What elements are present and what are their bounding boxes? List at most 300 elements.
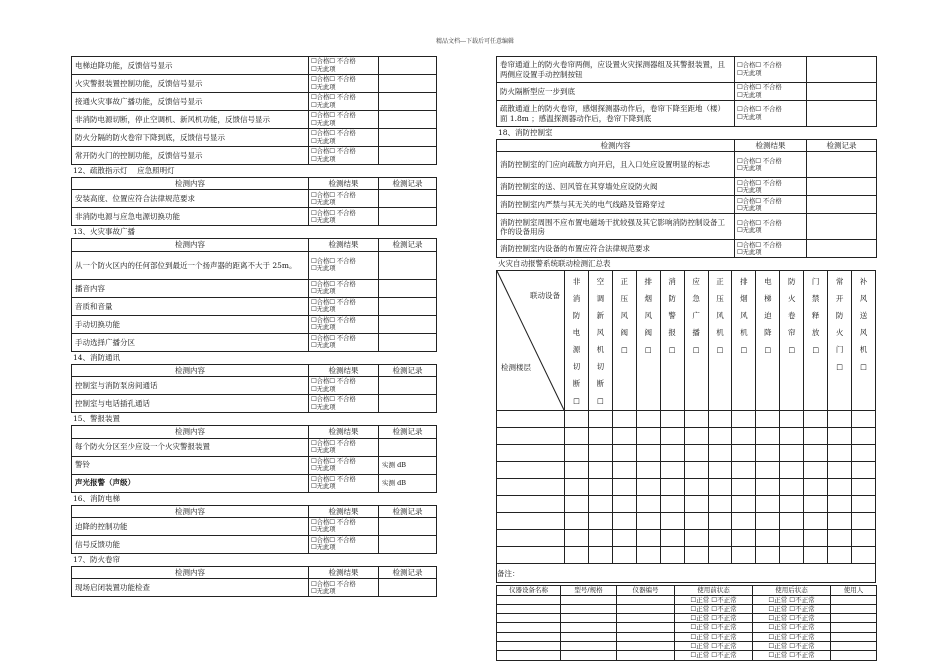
record-cell[interactable]: [807, 152, 877, 178]
remarks-label: 备注：: [497, 568, 520, 578]
linkage-cell[interactable]: [780, 479, 804, 496]
floor-label: 检测楼层: [501, 363, 531, 372]
result-options[interactable]: ☐合格☐ 不合格 ☐无此项: [735, 83, 807, 101]
linkage-cell[interactable]: [708, 411, 732, 428]
instrument-header: 使用后状态: [753, 586, 831, 595]
after-state[interactable]: ☐正常 ☐不正常: [753, 604, 831, 613]
linkage-cell[interactable]: [780, 547, 804, 564]
record-cell[interactable]: [379, 251, 437, 279]
column-checkbox[interactable]: ☐: [788, 346, 796, 356]
linkage-cell[interactable]: [660, 462, 684, 479]
linkage-col-12: [852, 271, 876, 411]
result-options[interactable]: ☐合格☐ 不合格 ☐无此项: [735, 57, 807, 83]
linkage-cell[interactable]: [732, 462, 756, 479]
linkage-cell[interactable]: [684, 513, 708, 530]
linkage-cell[interactable]: [732, 411, 756, 428]
check-item: 从一个防火区内的任何部位到最近一个扬声器的距离不大于 25m。: [72, 251, 309, 279]
result-options[interactable]: ☐合格☐ 不合格 ☐无此项: [309, 474, 379, 492]
user-cell[interactable]: [831, 623, 877, 632]
record-cell[interactable]: [379, 75, 437, 93]
result-options[interactable]: ☐合格☐ 不合格 ☐无此项: [309, 456, 379, 474]
linkage-cell[interactable]: [612, 411, 636, 428]
check-row: [72, 190, 437, 208]
linkage-cell[interactable]: [684, 530, 708, 547]
linkage-col-label: 排 烟 风 阀: [644, 277, 652, 338]
result-options[interactable]: ☐合格☐ 不合格 ☐无此项: [735, 101, 807, 127]
instrument-name-cell[interactable]: [497, 604, 561, 613]
column-checkbox[interactable]: ☐: [836, 363, 843, 373]
linkage-col-label: 排 烟 风 机: [740, 277, 748, 338]
linkage-cell[interactable]: [852, 496, 876, 513]
linkage-cell[interactable]: [565, 411, 589, 428]
linkage-cell[interactable]: [852, 411, 876, 428]
user-cell[interactable]: [831, 595, 877, 604]
before-state[interactable]: ☐正常 ☐不正常: [675, 632, 753, 641]
linkage-cell[interactable]: [565, 530, 589, 547]
instrument-name-cell[interactable]: [497, 632, 561, 641]
result-options[interactable]: ☐合格☐ 不合格 ☐无此项: [309, 147, 379, 165]
linkage-cell[interactable]: [684, 462, 708, 479]
linkage-col-5: [684, 271, 708, 411]
linkage-cell[interactable]: [684, 547, 708, 564]
linkage-cell[interactable]: [828, 428, 852, 445]
linkage-cell[interactable]: [684, 428, 708, 445]
record-cell[interactable]: [379, 333, 437, 351]
linkage-cell[interactable]: [636, 462, 660, 479]
record-cell[interactable]: [379, 395, 437, 413]
linkage-col-9: [780, 271, 804, 411]
linkage-cell[interactable]: [780, 411, 804, 428]
linkage-cell[interactable]: [852, 479, 876, 496]
linkage-cell[interactable]: [804, 530, 828, 547]
before-state[interactable]: ☐正常 ☐不正常: [675, 651, 753, 660]
linkage-row: [497, 411, 876, 428]
section-16-title: 16、消防电梯: [73, 493, 121, 503]
after-state[interactable]: ☐正常 ☐不正常: [753, 614, 831, 623]
linkage-cell[interactable]: [804, 428, 828, 445]
result-options[interactable]: ☐合格☐ 不合格 ☐无此项: [735, 178, 807, 196]
floor-cell[interactable]: [497, 513, 565, 530]
record-cell[interactable]: 实测 dB: [379, 456, 437, 474]
linkage-cell[interactable]: [756, 462, 780, 479]
result-options[interactable]: ☐合格☐ 不合格 ☐无此项: [309, 129, 379, 147]
serial-cell[interactable]: [617, 641, 675, 650]
linkage-cell[interactable]: [588, 411, 612, 428]
result-options[interactable]: ☐合格☐ 不合格 ☐无此项: [309, 438, 379, 456]
model-cell[interactable]: [561, 641, 617, 650]
linkage-cell[interactable]: [732, 547, 756, 564]
linkage-cell[interactable]: [780, 462, 804, 479]
model-cell[interactable]: [561, 632, 617, 641]
linkage-cell[interactable]: [660, 479, 684, 496]
left-page: [71, 56, 436, 597]
model-cell[interactable]: [561, 651, 617, 660]
linkage-cell[interactable]: [588, 428, 612, 445]
linkage-cell[interactable]: [588, 462, 612, 479]
header-result: 检测结果: [735, 140, 807, 152]
instrument-name-cell[interactable]: [497, 651, 561, 660]
record-cell[interactable]: [807, 101, 877, 127]
record-cell[interactable]: [807, 83, 877, 101]
after-state[interactable]: ☐正常 ☐不正常: [753, 641, 831, 650]
linkage-cell[interactable]: [588, 547, 612, 564]
linkage-cell[interactable]: [804, 411, 828, 428]
result-options[interactable]: ☐合格☐ 不合格 ☐无此项: [309, 395, 379, 413]
result-options[interactable]: ☐合格☐ 不合格 ☐无此项: [309, 315, 379, 333]
linkage-cell[interactable]: [708, 496, 732, 513]
column-checkbox[interactable]: ☐: [644, 346, 652, 356]
linkage-cell[interactable]: [828, 530, 852, 547]
instrument-name-cell[interactable]: [497, 623, 561, 632]
linkage-cell[interactable]: [660, 411, 684, 428]
instrument-name-cell[interactable]: [497, 641, 561, 650]
comm-table: [71, 364, 437, 413]
linkage-cell[interactable]: [660, 530, 684, 547]
linkage-cell[interactable]: [828, 479, 852, 496]
linkage-cell[interactable]: [565, 479, 589, 496]
column-checkbox[interactable]: ☐: [716, 346, 724, 356]
record-cell[interactable]: [379, 579, 437, 597]
floor-cell[interactable]: [497, 462, 565, 479]
linkage-cell[interactable]: [852, 513, 876, 530]
record-cell[interactable]: 实测 dB: [379, 474, 437, 492]
linkage-cell[interactable]: [636, 530, 660, 547]
shutter-cont-table: [496, 56, 877, 127]
linkage-cell[interactable]: [780, 445, 804, 462]
header-note: 精品文档---下载后可任意编辑: [435, 38, 515, 45]
linkage-cell[interactable]: [732, 496, 756, 513]
linkage-cell[interactable]: [612, 513, 636, 530]
check-row: [72, 111, 437, 129]
record-cell[interactable]: [807, 240, 877, 258]
linkage-cell[interactable]: [756, 547, 780, 564]
floor-cell[interactable]: [497, 411, 565, 428]
linkage-cell[interactable]: [732, 530, 756, 547]
column-checkbox[interactable]: ☐: [692, 346, 700, 356]
linkage-cell[interactable]: [565, 547, 589, 564]
model-cell[interactable]: [561, 623, 617, 632]
record-cell[interactable]: [379, 147, 437, 165]
linkage-cell[interactable]: [565, 496, 589, 513]
floor-cell[interactable]: [497, 479, 565, 496]
instrument-header: 仪器设备名称: [497, 586, 561, 595]
after-state[interactable]: ☐正常 ☐不正常: [753, 651, 831, 660]
linkage-cell[interactable]: [732, 445, 756, 462]
linkage-cell[interactable]: [780, 513, 804, 530]
control-room-table: [496, 139, 877, 258]
user-cell[interactable]: [831, 614, 877, 623]
check-item: 消防控制室内设备的布置应符合法律规范要求: [497, 240, 735, 258]
record-cell[interactable]: [379, 377, 437, 395]
record-cell[interactable]: [379, 129, 437, 147]
column-checkbox[interactable]: ☐: [597, 397, 604, 407]
linkage-cell[interactable]: [828, 462, 852, 479]
user-cell[interactable]: [831, 604, 877, 613]
linkage-cell[interactable]: [852, 462, 876, 479]
linkage-col-2: [612, 271, 636, 411]
record-cell[interactable]: [379, 279, 437, 297]
linkage-cell[interactable]: [780, 496, 804, 513]
linkage-cell[interactable]: [612, 547, 636, 564]
linkage-cell[interactable]: [804, 496, 828, 513]
linkage-cell[interactable]: [828, 496, 852, 513]
serial-cell[interactable]: [617, 623, 675, 632]
linkage-col-4: [660, 271, 684, 411]
record-cell[interactable]: [379, 438, 437, 456]
elevator-table: [71, 505, 437, 554]
instrument-table: [496, 585, 877, 660]
linkage-cell[interactable]: [588, 445, 612, 462]
diagonal-header: [497, 271, 565, 411]
column-checkbox[interactable]: ☐: [668, 346, 676, 356]
result-options[interactable]: ☐合格☐ 不合格 ☐无此项: [735, 240, 807, 258]
result-options[interactable]: ☐合格☐ 不合格 ☐无此项: [309, 279, 379, 297]
header-content: 检测内容: [72, 364, 309, 376]
linkage-col-label: 门 禁 释 放: [811, 277, 820, 338]
model-cell[interactable]: [561, 614, 617, 623]
record-cell[interactable]: [807, 196, 877, 214]
result-options[interactable]: ☐合格☐ 不合格 ☐无此项: [309, 57, 379, 75]
result-options[interactable]: ☐合格☐ 不合格 ☐无此项: [309, 251, 379, 279]
instrument-name-cell[interactable]: [497, 595, 561, 604]
model-cell[interactable]: [561, 604, 617, 613]
linkage-cell[interactable]: [636, 428, 660, 445]
linkage-cell[interactable]: [852, 547, 876, 564]
floor-cell[interactable]: [497, 445, 565, 462]
floor-cell[interactable]: [497, 496, 565, 513]
column-checkbox[interactable]: ☐: [740, 346, 748, 356]
linkage-cell[interactable]: [684, 479, 708, 496]
result-options[interactable]: ☐合格☐ 不合格 ☐无此项: [309, 75, 379, 93]
linkage-cell[interactable]: [708, 445, 732, 462]
result-options[interactable]: ☐合格☐ 不合格 ☐无此项: [735, 214, 807, 240]
header-content: 检测内容: [72, 426, 309, 438]
linkage-cell[interactable]: [804, 547, 828, 564]
linkage-cell[interactable]: [732, 479, 756, 496]
instrument-header: 使用前状态: [675, 586, 753, 595]
linkage-cell[interactable]: [708, 462, 732, 479]
linkage-cell[interactable]: [708, 547, 732, 564]
linkage-cell[interactable]: [780, 428, 804, 445]
check-item: 迫降的控制功能: [72, 517, 309, 535]
header-content: 检测内容: [72, 239, 309, 251]
serial-cell[interactable]: [617, 614, 675, 623]
linkage-col-10: [804, 271, 828, 411]
linkage-cell[interactable]: [708, 513, 732, 530]
linkage-cell[interactable]: [804, 479, 828, 496]
linkage-cell[interactable]: [828, 445, 852, 462]
linkage-cell[interactable]: [732, 428, 756, 445]
linkage-cell[interactable]: [636, 496, 660, 513]
record-cell[interactable]: [379, 57, 437, 75]
serial-cell[interactable]: [617, 595, 675, 604]
linkage-cell[interactable]: [708, 479, 732, 496]
check-item: 音质和音量: [72, 297, 309, 315]
result-options[interactable]: ☐合格☐ 不合格 ☐无此项: [309, 535, 379, 553]
result-options[interactable]: ☐合格☐ 不合格 ☐无此项: [309, 333, 379, 351]
linkage-cell[interactable]: [852, 530, 876, 547]
floor-cell[interactable]: [497, 530, 565, 547]
before-state[interactable]: ☐正常 ☐不正常: [675, 623, 753, 632]
check-row: [497, 214, 877, 240]
check-row: [72, 251, 437, 279]
user-cell[interactable]: [831, 632, 877, 641]
floor-cell[interactable]: [497, 428, 565, 445]
linkage-cell[interactable]: [612, 479, 636, 496]
column-checkbox[interactable]: ☐: [620, 346, 628, 356]
linkage-cell[interactable]: [588, 513, 612, 530]
record-cell[interactable]: [379, 208, 437, 226]
linkage-cell[interactable]: [852, 445, 876, 462]
linkage-cell[interactable]: [756, 445, 780, 462]
after-state[interactable]: ☐正常 ☐不正常: [753, 632, 831, 641]
check-item: 电梯迫降功能，反馈信号显示: [72, 57, 309, 75]
check-row: [72, 535, 437, 553]
after-state[interactable]: ☐正常 ☐不正常: [753, 623, 831, 632]
check-row: [72, 93, 437, 111]
result-options[interactable]: ☐合格☐ 不合格 ☐无此项: [309, 208, 379, 226]
right-page: [496, 56, 876, 661]
linkage-cell[interactable]: [804, 462, 828, 479]
check-row: [72, 456, 437, 474]
linkage-row: [497, 547, 876, 564]
result-options[interactable]: ☐合格☐ 不合格 ☐无此项: [735, 152, 807, 178]
linkage-cell[interactable]: [565, 462, 589, 479]
linkage-cell[interactable]: [684, 445, 708, 462]
result-options[interactable]: ☐合格☐ 不合格 ☐无此项: [309, 517, 379, 535]
linkage-cell[interactable]: [565, 513, 589, 530]
header-record: 检测记录: [807, 140, 877, 152]
linkage-cell[interactable]: [565, 445, 589, 462]
linkage-cell[interactable]: [636, 445, 660, 462]
linkage-cell[interactable]: [684, 411, 708, 428]
linkage-cell[interactable]: [660, 496, 684, 513]
linkage-cell[interactable]: [756, 428, 780, 445]
linkage-cell[interactable]: [708, 530, 732, 547]
linkage-cell[interactable]: [828, 547, 852, 564]
linkage-cell[interactable]: [852, 428, 876, 445]
linkage-cell[interactable]: [636, 513, 660, 530]
check-item: 每个防火分区至少应设一个火灾警报装置: [72, 438, 309, 456]
check-row: [497, 101, 877, 127]
linkage-col-8: [756, 271, 780, 411]
remarks-cell[interactable]: [497, 564, 876, 583]
result-options[interactable]: ☐合格☐ 不合格 ☐无此项: [309, 111, 379, 129]
linkage-cell[interactable]: [660, 547, 684, 564]
linkage-cell[interactable]: [756, 530, 780, 547]
linkage-cell[interactable]: [708, 428, 732, 445]
before-state[interactable]: ☐正常 ☐不正常: [675, 641, 753, 650]
instrument-name-cell[interactable]: [497, 614, 561, 623]
before-state[interactable]: ☐正常 ☐不正常: [675, 604, 753, 613]
user-cell[interactable]: [831, 641, 877, 650]
check-item: 非消防电源切断，停止空调机、新风机功能，反馈信号显示: [72, 111, 309, 129]
check-item: 信号反馈功能: [72, 535, 309, 553]
linkage-cell[interactable]: [612, 428, 636, 445]
serial-cell[interactable]: [617, 651, 675, 660]
result-options[interactable]: ☐合格☐ 不合格 ☐无此项: [309, 190, 379, 208]
instrument-header: 仪器编号: [617, 586, 675, 595]
check-item: 警铃: [72, 456, 309, 474]
linkage-cell[interactable]: [588, 496, 612, 513]
user-cell[interactable]: [831, 651, 877, 660]
linkage-device-label: 联动设备: [530, 291, 560, 301]
column-checkbox[interactable]: ☐: [812, 346, 820, 356]
linkage-cell[interactable]: [756, 479, 780, 496]
record-cell[interactable]: [379, 535, 437, 553]
linkage-cell[interactable]: [660, 445, 684, 462]
linkage-cell[interactable]: [828, 411, 852, 428]
record-cell[interactable]: [379, 111, 437, 129]
linkage-cell[interactable]: [612, 530, 636, 547]
result-options[interactable]: ☐合格☐ 不合格 ☐无此项: [309, 297, 379, 315]
linkage-cell[interactable]: [636, 547, 660, 564]
linkage-cell[interactable]: [756, 513, 780, 530]
record-cell[interactable]: [379, 315, 437, 333]
linkage-cell[interactable]: [660, 428, 684, 445]
column-checkbox[interactable]: ☐: [764, 346, 772, 356]
record-cell[interactable]: [379, 517, 437, 535]
linkage-cell[interactable]: [780, 530, 804, 547]
linkage-cell[interactable]: [612, 496, 636, 513]
column-checkbox[interactable]: ☐: [573, 397, 580, 407]
record-cell[interactable]: [379, 190, 437, 208]
linkage-cell[interactable]: [756, 496, 780, 513]
linkage-col-label: 防 火 卷 帘: [788, 277, 796, 338]
record-cell[interactable]: [807, 178, 877, 196]
check-row: [72, 579, 437, 597]
linkage-cell[interactable]: [756, 411, 780, 428]
before-state[interactable]: ☐正常 ☐不正常: [675, 595, 753, 604]
header-content: 检测内容: [72, 566, 309, 578]
linkage-cell[interactable]: [828, 513, 852, 530]
linkage-cell[interactable]: [804, 445, 828, 462]
section-18-title: 18、消防控制室: [498, 128, 553, 137]
result-options[interactable]: ☐合格☐ 不合格 ☐无此项: [309, 377, 379, 395]
linkage-cell[interactable]: [612, 445, 636, 462]
header-result: 检测结果: [309, 566, 379, 578]
check-item: 防火隔断型应一步到底: [497, 83, 735, 101]
linkage-cell[interactable]: [612, 462, 636, 479]
instrument-row: [497, 623, 877, 632]
record-cell[interactable]: [379, 297, 437, 315]
floor-cell[interactable]: [497, 547, 565, 564]
linkage-cell[interactable]: [732, 513, 756, 530]
linkage-cell[interactable]: [588, 530, 612, 547]
linkage-cell[interactable]: [660, 513, 684, 530]
serial-cell[interactable]: [617, 632, 675, 641]
column-checkbox[interactable]: ☐: [860, 363, 867, 373]
result-options[interactable]: ☐合格☐ 不合格 ☐无此项: [735, 196, 807, 214]
linkage-row: [497, 479, 876, 496]
linkage-cell[interactable]: [684, 496, 708, 513]
record-cell[interactable]: [807, 57, 877, 83]
model-cell[interactable]: [561, 595, 617, 604]
result-options[interactable]: ☐合格☐ 不合格 ☐无此项: [309, 579, 379, 597]
record-cell[interactable]: [379, 93, 437, 111]
before-state[interactable]: ☐正常 ☐不正常: [675, 614, 753, 623]
result-options[interactable]: ☐合格☐ 不合格 ☐无此项: [309, 93, 379, 111]
serial-cell[interactable]: [617, 604, 675, 613]
after-state[interactable]: ☐正常 ☐不正常: [753, 595, 831, 604]
linkage-cell[interactable]: [636, 479, 660, 496]
header-result: 检测结果: [309, 426, 379, 438]
linkage-cell[interactable]: [636, 411, 660, 428]
linkage-cell[interactable]: [804, 513, 828, 530]
linkage-cell[interactable]: [565, 428, 589, 445]
linkage-cell[interactable]: [588, 479, 612, 496]
record-cell[interactable]: [807, 214, 877, 240]
